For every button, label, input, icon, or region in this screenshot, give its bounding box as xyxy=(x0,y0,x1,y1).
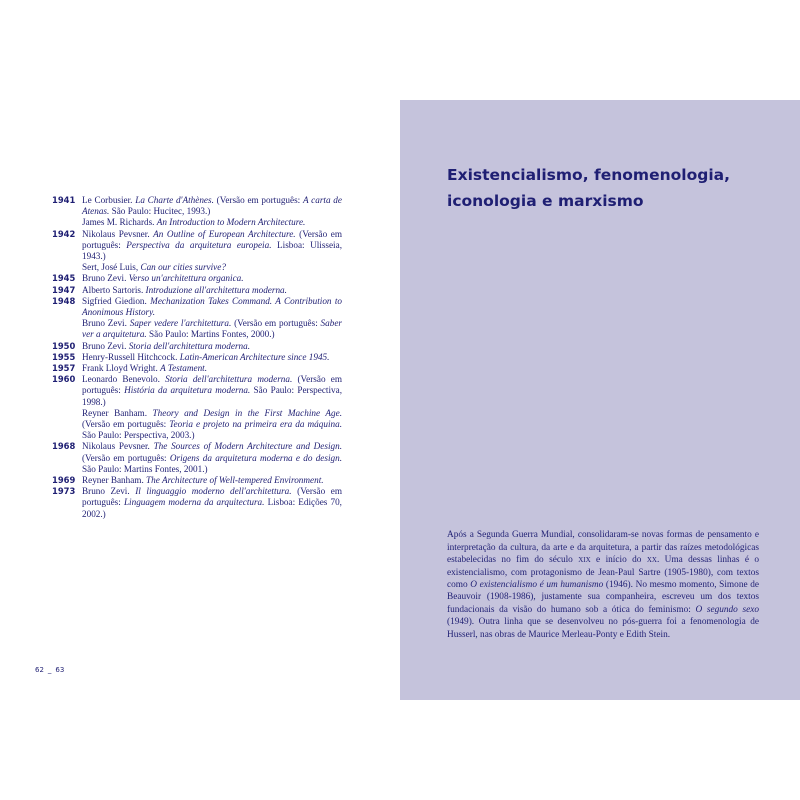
bibliography-reference xyxy=(82,352,342,363)
text-run: Bruno Zevi. xyxy=(82,273,129,284)
italic-title: Origens da arquitetura moderna e do design. xyxy=(169,452,342,463)
text-run: Frank Lloyd Wright. xyxy=(82,363,161,374)
italic-title: Introduzione all'architettura moderna. xyxy=(145,284,287,295)
timeline-year: 1955 xyxy=(52,351,76,362)
bibliography-reference xyxy=(82,229,342,263)
timeline-year: 1942 xyxy=(52,228,76,239)
text-run: Bruno Zevi. xyxy=(82,486,136,497)
text-run: Sigfried Giedion. xyxy=(82,295,151,306)
timeline-year: 1960 xyxy=(52,374,76,385)
timeline-refs xyxy=(82,486,342,520)
text-run: Le Corbusier. xyxy=(82,195,136,205)
italic-title: An Introduction to Modern Architecture. xyxy=(156,217,306,228)
italic-title: Saper vedere l'architettura. xyxy=(129,318,232,329)
timeline-year: 1948 xyxy=(52,295,76,306)
text-run: (Versão em português: xyxy=(213,195,303,205)
text-run: (Versão em português: xyxy=(82,374,342,396)
left-page xyxy=(0,100,400,700)
text-run: Lisboa: Edições 70, 2002.) xyxy=(82,497,342,519)
text-run: São Paulo: Perspectiva, 1998.) xyxy=(82,385,342,407)
text-run: São Paulo: Hucitec, 1993.) xyxy=(109,206,211,217)
timeline-entry xyxy=(52,341,342,352)
timeline-year: 1968 xyxy=(52,441,76,452)
timeline-refs xyxy=(82,363,342,374)
timeline-refs xyxy=(82,475,342,486)
text-run: (1946). No mesmo momento, Simone de Beauvoir (1908-1986), justamente sua companheira, escreveu um dos textos fundacionais da visão do humano sob a ótica do feminismo: xyxy=(447,579,759,615)
timeline-refs xyxy=(82,285,342,296)
intro-paragraph xyxy=(447,529,759,641)
timeline-refs xyxy=(82,229,342,274)
timeline-refs xyxy=(82,341,342,352)
right-page xyxy=(400,100,800,700)
text-run: James M. Richards. xyxy=(82,217,157,228)
italic-title: O segundo sexo xyxy=(695,604,759,615)
italic-title: Verso un'architettura organica. xyxy=(128,273,244,284)
timeline-entry xyxy=(52,229,342,274)
timeline-list xyxy=(52,195,342,520)
bibliography-reference xyxy=(82,318,342,340)
timeline-refs xyxy=(82,374,342,441)
bibliography-reference xyxy=(82,475,342,486)
italic-title: The Architecture of Well-tempered Environment. xyxy=(146,475,324,486)
timeline-year: 1969 xyxy=(52,475,76,486)
page-numbers xyxy=(33,666,66,674)
timeline-year: 1945 xyxy=(52,273,76,284)
timeline-entry xyxy=(52,296,342,341)
bibliography-reference xyxy=(82,363,342,374)
text-run: Henry-Russell Hitchcock. xyxy=(82,351,180,362)
text-run: Reyner Banham. xyxy=(82,475,147,486)
italic-title: La Charte d'Athènes. xyxy=(135,195,214,205)
italic-title: A Testament. xyxy=(160,363,208,374)
bibliography-reference xyxy=(82,217,342,228)
text-run: Leonardo Benevolo. xyxy=(82,374,166,385)
italic-title: Teoria e projeto na primeira era da máquina. xyxy=(169,419,342,430)
italic-title: A carta de Atenas. xyxy=(82,195,342,217)
timeline-entry xyxy=(52,195,342,229)
timeline-entry xyxy=(52,441,342,475)
timeline-refs xyxy=(82,441,342,475)
timeline-year: 1957 xyxy=(52,363,76,374)
chapter-heading-line-1: Existencialismo, fenomenologia, xyxy=(447,166,730,184)
bibliography-reference xyxy=(82,441,342,475)
chapter-heading-line-2: iconologia e marxismo xyxy=(447,192,644,210)
bibliography-reference xyxy=(82,374,342,408)
bibliography-reference xyxy=(82,285,342,296)
text-run: Bruno Zevi. xyxy=(82,318,130,329)
text-run: Nikolaus Pevsner. xyxy=(82,441,154,452)
bibliography-reference xyxy=(82,273,342,284)
timeline-entry xyxy=(52,273,342,284)
text-run: (Versão em português: xyxy=(82,228,342,250)
text-run: Lisboa: Ulisseia, 1943.) xyxy=(82,239,342,262)
italic-title: The Sources of Modern Architecture and Design. xyxy=(153,441,342,452)
timeline-entry xyxy=(52,486,342,520)
text-run: Após a Segunda Guerra Mundial, consolidaram-se novas formas de pensamento e interpretação da cultura, da arte e da arquitetura, a partir das raízes metodológicas estabelecidas no fim do século xyxy=(447,530,759,566)
timeline-refs xyxy=(82,195,342,229)
text-run: . Uma dessas linhas é o existencialismo, com protagonismo de Jean-Paul Sartre (1905-1980), com textos como xyxy=(447,555,759,590)
page-number-left: 62 xyxy=(35,666,44,674)
timeline-year: 1941 xyxy=(52,195,76,205)
text-run: São Paulo: Perspectiva, 2003.) xyxy=(82,430,195,441)
italic-title: Storia dell'architettura moderna. xyxy=(165,374,293,385)
italic-title: Theory and Design in the First Machine Age. xyxy=(152,407,342,418)
text-run: e início do xyxy=(590,555,647,566)
italic-title: Latin-American Architecture since 1945. xyxy=(179,351,330,362)
italic-title: Storia dell'architettura moderna. xyxy=(128,340,251,351)
timeline-entry xyxy=(52,363,342,374)
text-run: (1949). Outra linha que se desenvolveu no pós-guerra foi a fenomenologia de Husserl, nas obras de Maurice Merleau-Ponty e Edith Stein. xyxy=(447,617,759,640)
chapter-heading xyxy=(447,162,747,214)
italic-title: Linguagem moderna da arquitectura. xyxy=(123,497,265,508)
small-caps-text: xix xyxy=(578,555,591,566)
text-run: (Versão em português: xyxy=(231,318,321,329)
text-run: São Paulo: Martins Fontes, 2000.) xyxy=(146,329,275,340)
text-run: (Versão em português: xyxy=(82,486,342,508)
text-run: Sert, José Luis, xyxy=(82,262,141,273)
bibliography-reference xyxy=(82,486,342,520)
text-run: Reyner Banham. xyxy=(82,407,153,418)
italic-title: Perspectiva da arquitetura europeia. xyxy=(126,239,272,250)
page-number-right: 63 xyxy=(55,666,65,674)
timeline-year: 1950 xyxy=(52,340,76,351)
timeline-year: 1973 xyxy=(52,486,76,497)
timeline-entry xyxy=(52,285,342,296)
italic-title: Saber ver a arquitetura. xyxy=(82,318,342,340)
bibliography-reference xyxy=(82,195,342,217)
small-caps-text: xx xyxy=(646,555,657,566)
page-number-separator: _ xyxy=(47,666,52,674)
timeline-refs xyxy=(82,296,342,341)
bibliography-reference xyxy=(82,296,342,318)
italic-title: O existencialismo é um humanismo xyxy=(470,579,604,590)
bibliography-reference xyxy=(82,408,342,442)
italic-title: Can our cities survive? xyxy=(140,262,226,273)
italic-title: Il linguaggio moderno dell'architettura. xyxy=(135,486,292,497)
text-run: (Versão em português: xyxy=(82,419,170,430)
timeline-entry xyxy=(52,374,342,441)
text-run: (Versão em português: xyxy=(82,452,170,463)
bibliography-reference xyxy=(82,262,342,273)
text-run: Bruno Zevi. xyxy=(82,340,129,351)
timeline-entry xyxy=(52,352,342,363)
timeline-refs xyxy=(82,273,342,284)
italic-title: An Outline of European Architecture. xyxy=(153,228,296,239)
timeline-refs xyxy=(82,352,342,363)
timeline-entry xyxy=(52,475,342,486)
text-run: São Paulo: Martins Fontes, 2001.) xyxy=(82,463,208,474)
text-run: Nikolaus Pevsner. xyxy=(82,228,154,239)
italic-title: História da arquitetura moderna. xyxy=(124,385,251,396)
italic-title: Mechanization Takes Command. A Contribution to Anonimous History. xyxy=(82,295,343,318)
timeline-year: 1947 xyxy=(52,284,76,295)
bibliography-reference xyxy=(82,341,342,352)
text-run: Alberto Sartoris. xyxy=(82,284,146,295)
